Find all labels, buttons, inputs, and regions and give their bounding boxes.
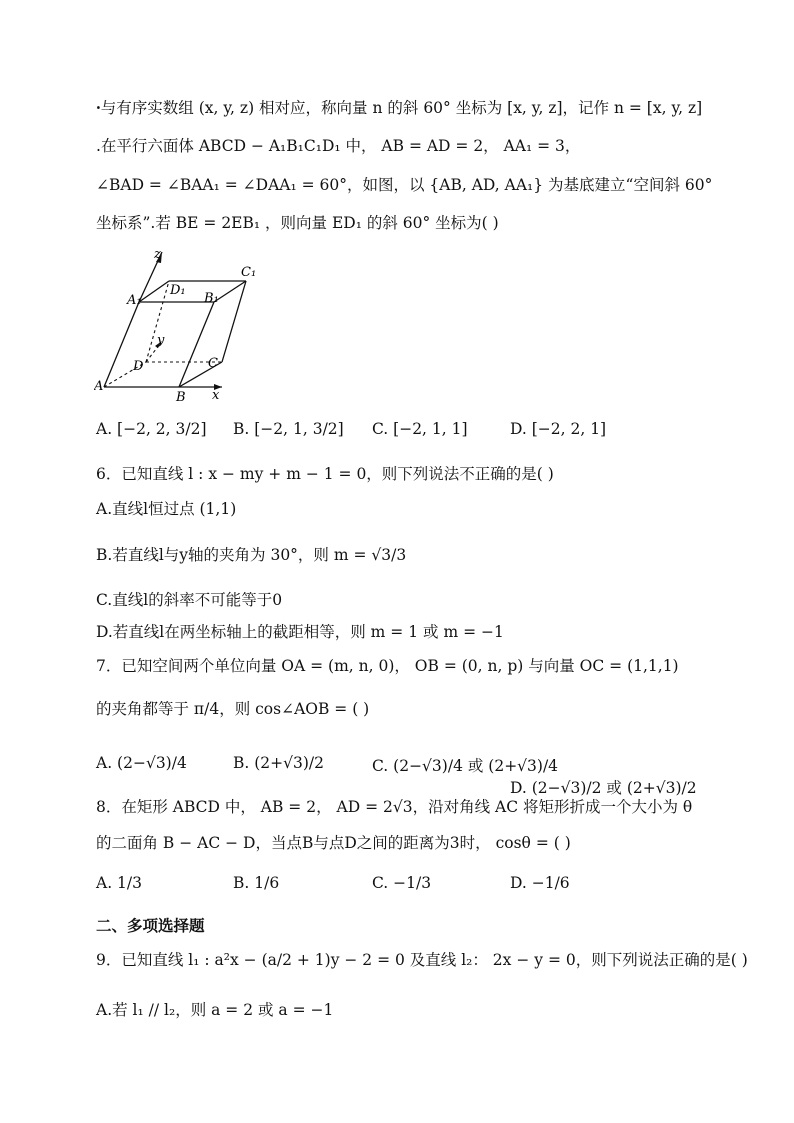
q8-stem-1: 8．在矩形 ABCD 中， AB = 2， AD = 2√3，沿对角线 AC 将矩形折成一个大小为 θ [96,798,693,816]
q8-option-a: A. 1/3 [96,874,142,892]
q6-option-c: C.直线l的斜率不可能等于0 [96,591,283,609]
label-y: y [157,333,165,348]
q6-option-d: D.若直线l在两坐标轴上的截距相等，则 m = 1 或 m = −1 [96,623,504,641]
q7-option-c: C. (2−√3)/4 或 (2+√3)/4 [372,757,559,775]
label-C: C [208,356,218,371]
label-D: D [133,359,144,374]
label-B: B [176,390,186,404]
intro-line-4: 坐标系”.若 BE = 2EB₁ ，则向量 ED₁ 的斜 60° 坐标为( ) [96,214,499,232]
label-B1: B₁ [204,291,219,306]
q7-option-b: B. (2+√3)/2 [233,754,325,772]
label-x: x [212,388,220,403]
q7-stem-1: 7．已知空间两个单位向量 OA = (m, n, 0)， OB = (0, n, p) 与向量 OC = (1,1,1) [96,657,679,675]
q9-option-a: A.若 l₁ // l₂，则 a = 2 或 a = −1 [96,1001,334,1019]
intro-line-1: ꞏ与有序实数组 (x, y, z) 相对应，称向量 n 的斜 60° 坐标为 [x, y, z]，记作 n = [x, y, z] [96,99,703,117]
q5-option-a: A. [−2, 2, 3/2] [96,420,207,438]
q5-option-d: D. [−2, 2, 1] [510,420,607,438]
parallelepiped-figure [94,244,274,404]
label-C1: C₁ [241,265,257,280]
intro-line-2: .在平行六面体 ABCD − A₁B₁C₁D₁ 中， AB = AD = 2， AA₁ = 3， [96,137,581,155]
label-D1: D₁ [170,283,186,298]
q7-option-d: D. (2−√3)/2 或 (2+√3)/2 [510,779,697,797]
q7-stem-2: 的夹角都等于 π/4，则 cos∠AOB = ( ) [96,700,370,718]
label-A: A [94,379,104,394]
intro-line-3: ∠BAD = ∠BAA₁ = ∠DAA₁ = 60°，如图，以 {AB, AD, AA₁} 为基底建立“空间斜 60° [96,176,713,194]
label-A1: A₁ [127,293,142,308]
q7-option-a: A. (2−√3)/4 [96,754,187,772]
section-title: 二、多项选择题 [96,917,205,935]
q6-option-b: B.若直线l与y轴的夹角为 30°，则 m = √3/3 [96,546,407,564]
q8-option-b: B. 1/6 [233,874,280,892]
q5-option-c: C. [−2, 1, 1] [372,420,468,438]
q6-option-a: A.直线l恒过点 (1,1) [96,500,237,518]
q6-stem: 6．已知直线 l : x − my + m − 1 = 0，则下列说法不正确的是( ) [96,465,554,483]
q5-option-b: B. [−2, 1, 3/2] [233,420,344,438]
q8-stem-2: 的二面角 B − AC − D，当点B与点D之间的距离为3时， cosθ = ( ) [96,834,571,852]
q8-option-c: C. −1/3 [372,874,432,892]
q8-option-d: D. −1/6 [510,874,570,892]
label-z: z [154,247,161,262]
q9-stem: 9．已知直线 l₁ : a²x − (a/2 + 1)y − 2 = 0 及直线 l₂： 2x − y = 0，则下列说法正确的是( ) [96,951,748,969]
